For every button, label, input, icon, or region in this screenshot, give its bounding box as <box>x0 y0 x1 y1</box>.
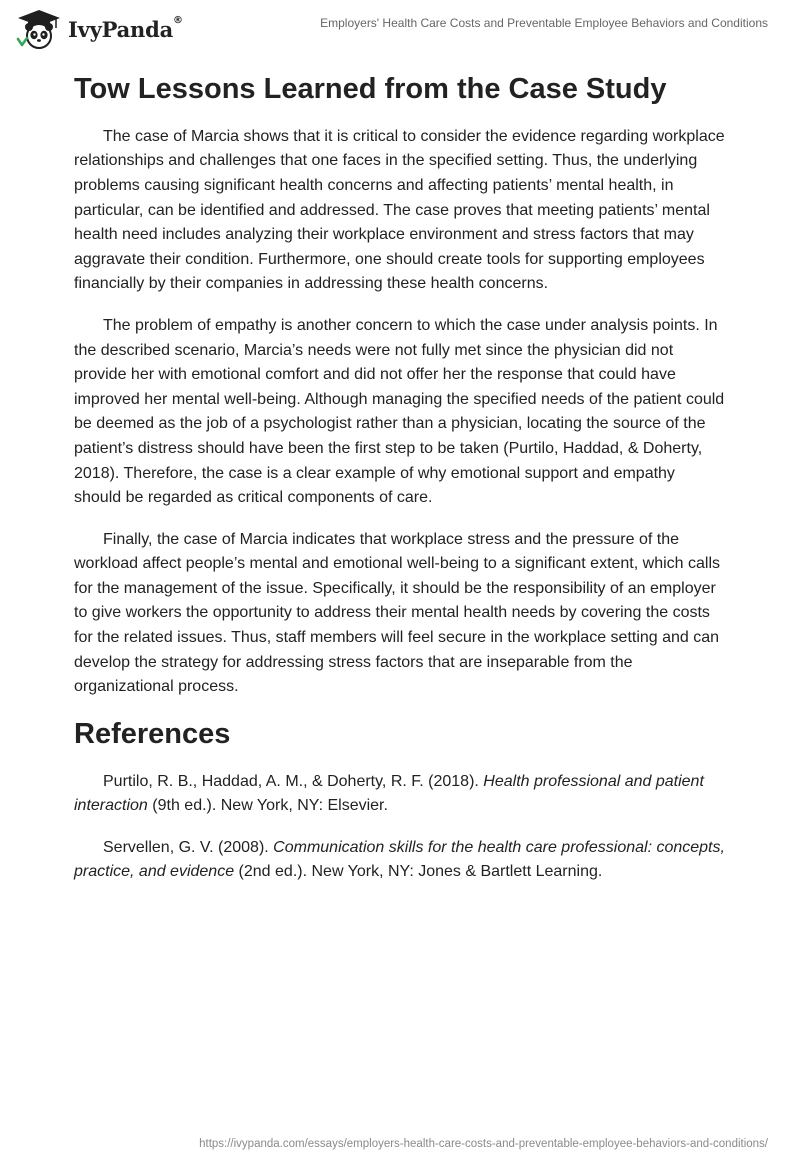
references-heading: References <box>74 717 231 750</box>
reference-item: Purtilo, R. B., Haddad, A. M., & Doherty, R. F. (2018). Health professional and patient interaction (9th ed.). New York, NY: Elsevier. <box>74 772 704 815</box>
section-heading: Tow Lessons Learned from the Case Study <box>74 73 667 105</box>
brand-logo[interactable] <box>14 8 183 50</box>
page-header <box>0 0 800 60</box>
paragraph-3: Finally, the case of Marcia indicates that workplace stress and the pressure of the workload affect people’s mental and emotional well-being to a significant extent, which calls for the management of the issue. Specifically, it should be the responsibility of an employer to give workers the opportunity to address their mental health needs by covering the costs for the related issues. Thus, staff members will feel secure in the workplace setting and can develop the strategy for addressing stress factors that are inseparable from the organizational process. <box>74 530 720 696</box>
paragraph-2: The problem of empathy is another concern to which the case under analysis points. In the described scenario, Marcia’s needs were not fully met since the physician did not provide her with emotional comfort and did not offer her the response that could have improved her mental well-being. Although managing the specified needs of the patient could be deemed as the job of a psychologist rather than a physician, locating the source of the patient’s distress should have been the first step to be taken (Purtilo, Haddad, & Doherty, 2018). Therefore, the case is a clear example of why emotional support and empathy should be regarded as critical components of care. <box>74 316 725 507</box>
brand-name: IvyPanda® <box>68 14 183 42</box>
document-title: Employers' Health Care Costs and Preventable Employee Behaviors and Conditions <box>320 16 768 30</box>
source-url[interactable]: https://ivypanda.com/essays/employers-health-care-costs-and-preventable-employee-behaviors-and-conditions/ <box>199 1138 768 1150</box>
paragraph-1: The case of Marcia shows that it is critical to consider the evidence regarding workplace relationships and challenges that one faces in the specified setting. Thus, the underlying problems causing significant health concerns and affecting patients’ mental health, in particular, can be identified and addressed. The case proves that meeting patients’ mental health need includes analyzing their workplace environment and stress factors that may aggravate their condition. Furthermore, one should create tools for supporting employees financially by their companies in addressing these health concerns. <box>74 127 725 293</box>
essay-body <box>74 72 726 902</box>
reference-item: Servellen, G. V. (2008). Communication skills for the health care professional: concepts, practice, and evidence (2nd ed.). New York, NY: Jones & Bartlett Learning. <box>74 838 725 881</box>
panda-logo-icon <box>14 8 64 50</box>
